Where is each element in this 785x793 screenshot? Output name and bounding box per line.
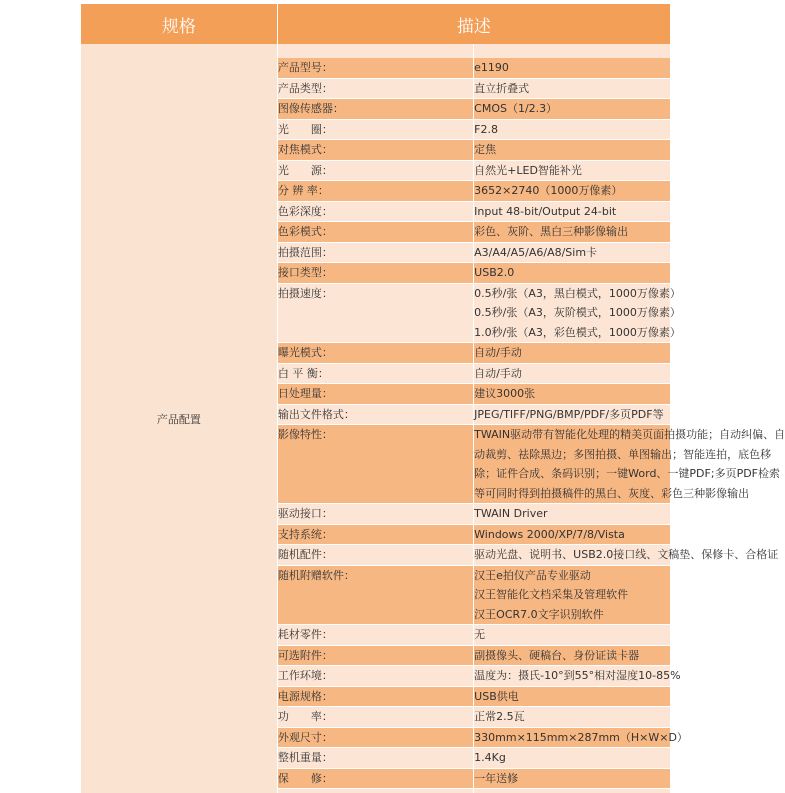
spec-value <box>474 524 670 545</box>
spec-value <box>474 625 670 646</box>
spec-value-line: 一年送修 <box>474 771 519 785</box>
spec-label: 功 率： <box>277 707 473 728</box>
spec-label: 可选附件： <box>277 645 473 666</box>
spec-value-line: F2.8 <box>474 122 498 136</box>
spec-label: 随机配件： <box>277 545 473 566</box>
spec-label: 产品类型： <box>277 78 473 99</box>
spec-label: 色彩模式： <box>277 222 473 243</box>
spec-value <box>474 140 670 161</box>
spec-label: 图像传感器： <box>277 99 473 120</box>
spec-value-line: 副摄像头、硬稿台、身份证读卡器 <box>474 648 640 662</box>
spec-label: 曝光模式： <box>277 343 473 364</box>
spec-value-line: 定焦 <box>474 143 497 156</box>
spec-value <box>474 727 688 748</box>
spec-label: 整机重量： <box>277 748 473 769</box>
spec-value-line: 1.0秒/张（A3，彩色模式，1000万像素） <box>474 325 681 339</box>
spec-value <box>474 201 670 222</box>
spec-value <box>474 504 670 525</box>
header-description: 描述 <box>277 4 670 44</box>
spec-value-line: 无 <box>474 628 486 641</box>
spec-label: 色彩深度： <box>277 201 473 222</box>
header-spec: 规格 <box>81 4 277 44</box>
spec-value-line: 汉王e拍仪产品专业驱动 <box>474 568 591 582</box>
spec-label: 影像特性： <box>277 425 473 504</box>
spec-value-line: 建议3000张 <box>474 387 536 400</box>
spec-table <box>81 4 785 793</box>
spec-value-line: TWAIN驱动带有智能化处理的精美页面拍摄功能；自动纠偏、自 <box>474 428 785 441</box>
spec-value-line: 1.4Kg <box>474 751 506 764</box>
spec-value-line: 汉王OCR7.0文字识别软件 <box>474 607 604 621</box>
spec-label: 随机附赠软件： <box>277 565 473 625</box>
spec-label: 日处理量： <box>277 384 473 405</box>
spec-value-line: 动裁剪、祛除黑边；多图拍摄、单图输出；智能连拍，底色移 <box>474 447 772 461</box>
spec-label: 白 平 衡： <box>277 363 473 384</box>
spec-value <box>474 119 670 140</box>
spec-label: 外观尺寸： <box>277 727 473 748</box>
spec-label: 拍摄速度： <box>277 283 473 343</box>
spec-value <box>474 748 670 769</box>
spec-label: 光 源： <box>277 160 473 181</box>
spec-value <box>474 363 670 384</box>
spec-value <box>474 384 670 405</box>
spec-value <box>474 78 670 99</box>
spec-value <box>474 404 670 425</box>
spec-value-line: 等可同时得到拍摄稿件的黑白、灰度、彩色三种影像输出 <box>474 486 750 500</box>
spec-value-line: 自动/手动 <box>474 346 522 359</box>
spec-value-line: 彩色、灰阶、黑白三种影像输出 <box>474 225 629 238</box>
spec-value <box>474 545 779 566</box>
spec-value <box>474 666 681 687</box>
spec-value-line: USB2.0 <box>474 266 515 279</box>
spec-value-line: TWAIN Driver <box>474 507 548 520</box>
spec-value <box>474 263 670 284</box>
spec-value-line: 正常2.5瓦 <box>474 710 525 723</box>
spec-label: 耗材零件： <box>277 625 473 646</box>
spec-body <box>81 44 785 793</box>
category-cell: 产品配置 <box>81 44 277 793</box>
spec-value <box>474 222 670 243</box>
spec-value-line: 330mm×115mm×287mm（H×W×D） <box>474 730 688 744</box>
spec-label: 支持系统： <box>277 524 473 545</box>
spec-value-line: 自动/手动 <box>474 366 522 380</box>
spec-value-line: 汉王智能化文档采集及管理软件 <box>474 588 629 601</box>
spec-value-line: 除；证件合成、条码识别；一键Word、一键PDF;多页PDF检索 <box>474 467 780 480</box>
spec-value <box>474 343 670 364</box>
spec-value-line: 3652×2740（1000万像素） <box>474 184 623 197</box>
spec-label: 光 圈： <box>277 119 473 140</box>
spec-label: 接口类型： <box>277 263 473 284</box>
spec-value-line: JPEG/TIFF/PNG/BMP/PDF/多页PDF等 <box>474 407 664 421</box>
spec-value <box>474 99 670 120</box>
spec-value <box>474 283 681 343</box>
spec-value <box>474 58 670 78</box>
spec-value-line: 温度为：摄氏-10°到55°相对湿度10-85% <box>474 669 681 682</box>
spec-value-line: 自然光+LED智能补光 <box>474 163 582 177</box>
spec-label: 输出文件格式： <box>277 404 473 425</box>
spec-value-line: 0.5秒/张（A3，灰阶模式，1000万像素） <box>474 306 681 319</box>
spec-value <box>474 768 670 789</box>
spec-label: 对焦模式： <box>277 140 473 161</box>
spec-value <box>474 242 670 263</box>
spec-value-line: 直立折叠式 <box>474 81 530 95</box>
spec-value <box>474 686 670 707</box>
spec-value <box>474 160 670 181</box>
spec-label: 电源规格： <box>277 686 473 707</box>
spec-label: 保 修： <box>277 768 473 789</box>
spec-value <box>474 645 670 666</box>
spec-value-line: 驱动光盘、说明书、USB2.0接口线、文稿垫、保修卡、合格证 <box>474 548 779 561</box>
spec-label: 驱动接口： <box>277 504 473 525</box>
spec-label: 拍摄范围： <box>277 242 473 263</box>
spec-value <box>474 181 670 202</box>
spec-value <box>474 565 670 625</box>
table-header-row <box>81 4 670 44</box>
spec-value-line: 0.5秒/张（A3，黑白模式，1000万像素） <box>474 286 681 300</box>
spec-value-line: Input 48-bit/Output 24-bit <box>474 204 617 218</box>
spec-label: 产品型号： <box>277 58 473 78</box>
spec-value-line: Windows 2000/XP/7/8/Vista <box>474 527 625 541</box>
spec-value-line: A3/A4/A5/A6/A8/Sim卡 <box>474 245 598 259</box>
spec-value <box>474 707 670 728</box>
spec-value <box>474 425 785 504</box>
spec-value-line: CMOS（1/2.3） <box>474 102 558 115</box>
spec-label: 分 辨 率： <box>277 181 473 202</box>
spec-value-line: e1190 <box>474 61 509 74</box>
spec-label: 工作环境： <box>277 666 473 687</box>
spec-value-line: USB供电 <box>474 689 519 703</box>
